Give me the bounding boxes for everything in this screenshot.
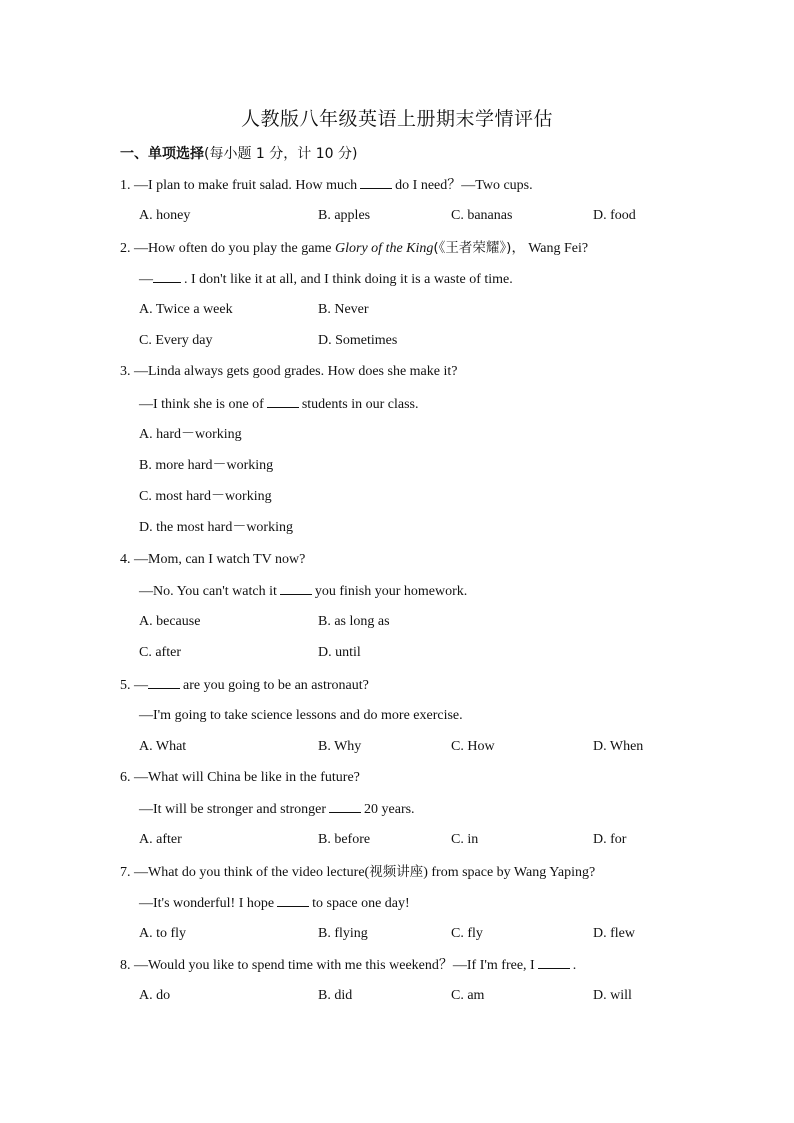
game-title-cn: (《王者荣耀》)， [433,240,525,256]
option-a: A. What [139,739,187,754]
option-c: C. Every day [139,333,213,348]
question-text: —What do you think of the video lecture( [134,865,370,880]
section-heading-label: 一、单项选择 [120,146,204,162]
question-2 [120,239,588,258]
question-text: —I plan to make fruit salad. How much [134,178,358,193]
reply-text: —It's wonderful! I hope [139,896,275,911]
option-c: C. bananas [451,208,513,223]
answer-blank [148,676,180,689]
question-number: 4. [120,552,131,567]
question-number: 7. [120,865,131,880]
option-d: D. will [593,988,632,1003]
reply-text: — [139,272,153,287]
question-text: Wang Fei? [528,241,589,256]
question-text: —What will China be like in the future? [134,770,360,785]
reply-text: —It will be stronger and stronger [139,802,327,817]
reply-text: 20 years. [364,802,415,817]
question-text: —How often do you play the game [134,241,332,256]
reply-text: students in our class. [301,397,419,412]
answer-blank [277,894,309,907]
option-d: D. food [593,208,636,223]
option-d: D. the most hard－working [139,520,293,535]
reply-text: —I think she is one of [139,397,264,412]
question-text: — [134,678,148,693]
answer-blank [267,395,299,408]
option-c: C. fly [451,926,483,941]
option-d: D. flew [593,926,635,941]
option-a: A. do [139,988,171,1003]
question-text-cn: 视频讲座 [369,864,424,880]
option-b: B. before [318,832,371,847]
question-number: 6. [120,770,131,785]
answer-blank [360,176,392,189]
option-c: C. in [451,832,479,847]
question-text: ) from space by Wang Yaping? [423,865,596,880]
option-a: A. after [139,832,182,847]
answer-blank [329,800,361,813]
question-5-reply: —I'm going to take science lessons and do more exercise. [139,708,463,723]
option-b: B. Never [318,302,369,317]
option-d: D. When [593,739,644,754]
question-2-reply [139,270,513,289]
reply-text: . I don't like it at all, and I think doing it is a waste of time. [184,272,513,287]
question-6-reply [139,800,415,819]
option-d: D. Sometimes [318,333,398,348]
question-8 [120,956,576,975]
answer-blank [153,270,181,283]
reply-text: to space one day! [312,896,410,911]
section-heading-note: (每小题 1 分，计 10 分) [204,146,358,162]
question-number: 5. [120,678,131,693]
option-a: A. to fly [139,926,187,941]
option-b: B. flying [318,926,368,941]
option-d: D. until [318,645,361,660]
question-4 [120,551,305,569]
option-b: B. did [318,988,353,1003]
question-text: —Linda always gets good grades. How does she make it? [134,364,458,379]
question-number: 8. [120,958,131,973]
option-b: B. Why [318,739,362,754]
question-7 [120,863,595,882]
reply-text: —No. You can't watch it [139,584,277,599]
question-number: 1. [120,178,131,193]
question-6 [120,769,360,787]
option-c: C. most hard－working [139,489,272,504]
question-1 [120,176,533,195]
answer-blank [538,956,570,969]
question-text: . [572,958,577,973]
game-title: Glory of the King [335,241,434,256]
option-c: C. am [451,988,485,1003]
question-3-reply [139,395,418,414]
answer-blank [280,582,312,595]
question-7-reply [139,894,410,913]
page-title: 人教版八年级英语上册期末学情评估 [240,108,553,130]
reply-text: you finish your homework. [314,584,468,599]
question-text: are you going to be an astronaut? [183,678,369,693]
option-c: C. after [139,645,181,660]
question-text: —Would you like to spend time with me this weekend？—If I'm free, I [134,958,535,973]
question-3 [120,363,457,381]
question-4-reply [139,582,467,601]
question-text: do I need？—Two cups. [395,178,533,193]
question-5 [120,676,369,695]
option-b: B. apples [318,208,371,223]
section-heading [120,143,357,163]
option-a: A. Twice a week [139,302,233,317]
option-a: A. hard－working [139,427,242,442]
option-c: C. How [451,739,495,754]
option-b: B. more hard－working [139,458,274,473]
option-a: A. because [139,614,201,629]
question-number: 2. [120,241,131,256]
question-number: 3. [120,364,131,379]
option-a: A. honey [139,208,191,223]
question-text: —Mom, can I watch TV now? [134,552,306,567]
option-d: D. for [593,832,627,847]
option-b: B. as long as [318,614,390,629]
